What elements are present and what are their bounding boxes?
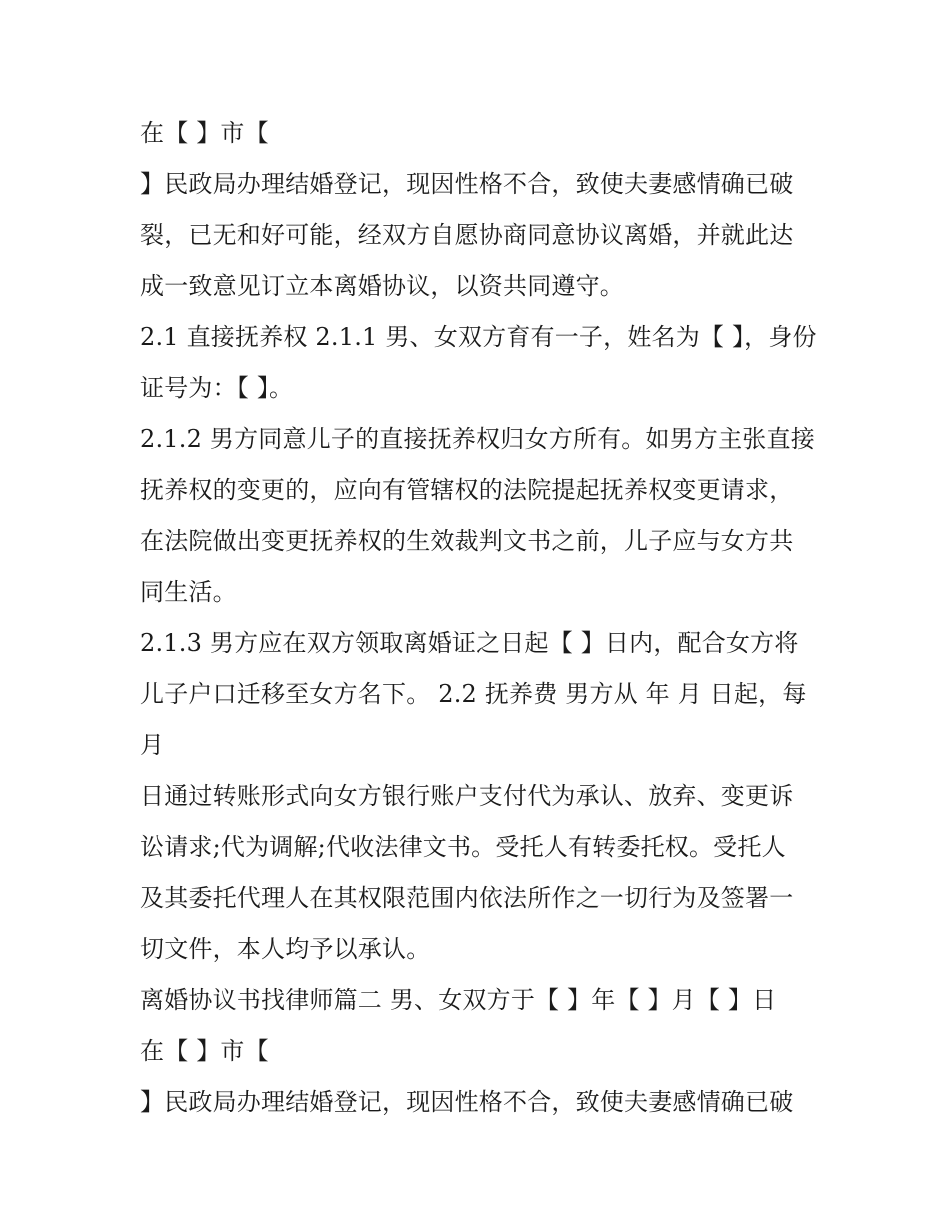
text-line: 证号为：【 】。 xyxy=(140,374,294,402)
text-line: 裂，已无和好可能，经双方自愿协商同意协议离婚，并就此达 xyxy=(140,221,794,249)
text-line: 同生活。 xyxy=(140,578,237,606)
text-line: 在法院做出变更抚养权的生效裁判文书之前，儿子应与女方共 xyxy=(140,527,794,555)
text-line: 】民政局办理结婚登记，现因性格不合，致使夫妻感情确已破 xyxy=(140,170,794,198)
document-body xyxy=(140,108,820,1128)
text-line: 抚养权的变更的，应向有管辖权的法院提起抚养权变更请求， xyxy=(140,476,794,504)
text-line: 日通过转账形式向女方银行账户支付代为承认、放弃、变更诉 xyxy=(140,782,794,810)
text-line: 2.1.3 男方应在双方领取离婚证之日起【 】日内，配合女方将 xyxy=(140,629,799,657)
text-line: 离婚协议书找律师篇二 男、女双方于【 】年【 】月【 】日 xyxy=(140,986,777,1014)
text-line: 在【 】市【 xyxy=(140,119,269,147)
text-line: 在【 】市【 xyxy=(140,1037,269,1065)
text-line: 切文件，本人均予以承认。 xyxy=(140,935,431,963)
text-line: 2.1.2 男方同意儿子的直接抚养权归女方所有。如男方主张直接 xyxy=(140,425,815,453)
text-line: 】民政局办理结婚登记，现因性格不合，致使夫妻感情确已破 xyxy=(140,1088,794,1116)
text-line: 儿子户口迁移至女方名下。 2.2 抚养费 男方从 年 月 日起，每 xyxy=(140,680,807,708)
text-line: 成一致意见订立本离婚协议，以资共同遵守。 xyxy=(140,272,624,300)
text-line: 讼请求;代为调解;代收法律文书。受托人有转委托权。受托人 xyxy=(140,833,786,861)
text-line: 2.1 直接抚养权 2.1.1 男、女双方育有一子，姓名为【 】，身份 xyxy=(140,323,817,351)
text-line: 及其委托代理人在其权限范围内依法所作之一切行为及签署一 xyxy=(140,884,794,912)
text-line: 月 xyxy=(140,731,165,759)
